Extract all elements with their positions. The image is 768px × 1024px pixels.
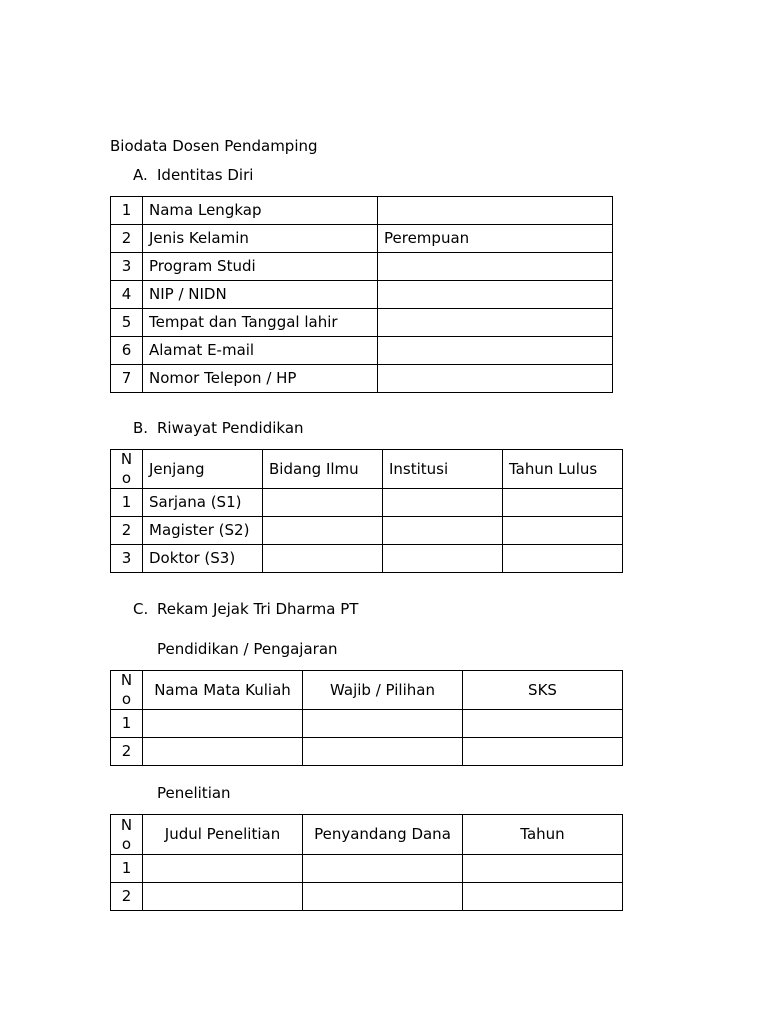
header-cell: Nama Mata Kuliah — [143, 671, 303, 710]
field-value — [378, 365, 613, 393]
table-cell — [263, 545, 383, 573]
section-b-title: Riwayat Pendidikan — [157, 419, 304, 437]
row-number: 3 — [111, 253, 143, 281]
header-cell: Tahun Lulus — [503, 450, 623, 489]
field-value: Perempuan — [378, 225, 613, 253]
table-cell — [463, 710, 623, 738]
header-cell: Judul Penelitian — [143, 815, 303, 855]
table-cell — [303, 738, 463, 766]
table-cell — [383, 517, 503, 545]
table-cell — [263, 489, 383, 517]
row-number: 1 — [111, 710, 143, 738]
table-row — [111, 281, 613, 309]
section-a-heading — [133, 166, 253, 184]
table-cell — [303, 855, 463, 883]
table-header-row — [111, 671, 623, 710]
document-title: Biodata Dosen Pendamping — [110, 137, 318, 155]
table-row — [111, 253, 613, 281]
table-row — [111, 545, 623, 573]
row-number: 2 — [111, 517, 143, 545]
row-number: 6 — [111, 337, 143, 365]
table-cell — [463, 738, 623, 766]
section-a-title: Identitas Diri — [157, 166, 254, 184]
teaching-table — [110, 670, 623, 766]
table-row — [111, 225, 613, 253]
table-cell — [503, 489, 623, 517]
row-number: 2 — [111, 225, 143, 253]
field-value — [378, 337, 613, 365]
table-cell — [503, 545, 623, 573]
education-table — [110, 449, 623, 573]
table-row — [111, 309, 613, 337]
row-number: 1 — [111, 197, 143, 225]
row-number: 2 — [111, 738, 143, 766]
field-value — [378, 281, 613, 309]
research-table — [110, 814, 623, 911]
table-cell: Doktor (S3) — [143, 545, 263, 573]
header-cell: Wajib / Pilihan — [303, 671, 463, 710]
table-cell — [143, 710, 303, 738]
section-c-heading — [133, 600, 358, 618]
table-cell — [463, 855, 623, 883]
table-row — [111, 197, 613, 225]
table-row — [111, 710, 623, 738]
table-cell — [143, 855, 303, 883]
field-label: Alamat E-mail — [143, 337, 378, 365]
row-number: 1 — [111, 855, 143, 883]
table-cell — [143, 738, 303, 766]
header-cell: Bidang Ilmu — [263, 450, 383, 489]
header-cell: Jenjang — [143, 450, 263, 489]
field-value — [378, 309, 613, 337]
table-row — [111, 365, 613, 393]
teaching-subheading: Pendidikan / Pengajaran — [157, 640, 338, 658]
field-value — [378, 253, 613, 281]
header-no-line: N — [120, 815, 133, 834]
header-no-line: o — [121, 834, 132, 853]
table-cell — [503, 517, 623, 545]
field-label: Nomor Telepon / HP — [143, 365, 378, 393]
table-row — [111, 517, 623, 545]
table-header-row — [111, 450, 623, 489]
section-c-title: Rekam Jejak Tri Dharma PT — [157, 600, 359, 618]
table-row — [111, 855, 623, 883]
header-cell: Penyandang Dana — [303, 815, 463, 855]
table-row — [111, 883, 623, 911]
section-b-heading — [133, 419, 304, 437]
table-cell — [143, 883, 303, 911]
table-cell — [303, 710, 463, 738]
header-no-line: N — [120, 671, 133, 689]
identity-table — [110, 196, 613, 393]
table-row — [111, 337, 613, 365]
section-a-letter: A. — [133, 166, 148, 184]
header-no-line: o — [121, 690, 132, 708]
table-row — [111, 738, 623, 766]
row-number: 5 — [111, 309, 143, 337]
table-cell — [263, 517, 383, 545]
header-no — [111, 671, 143, 710]
row-number: 3 — [111, 545, 143, 573]
row-number: 1 — [111, 489, 143, 517]
header-cell: Tahun — [463, 815, 623, 855]
field-label: Program Studi — [143, 253, 378, 281]
table-cell — [383, 545, 503, 573]
row-number: 2 — [111, 883, 143, 911]
section-b-letter: B. — [133, 419, 149, 437]
table-cell — [303, 883, 463, 911]
row-number: 7 — [111, 365, 143, 393]
research-subheading: Penelitian — [157, 784, 231, 802]
table-cell — [383, 489, 503, 517]
table-cell: Magister (S2) — [143, 517, 263, 545]
header-cell: Institusi — [383, 450, 503, 489]
row-number: 4 — [111, 281, 143, 309]
header-no — [111, 450, 143, 489]
table-cell — [463, 883, 623, 911]
field-label: Jenis Kelamin — [143, 225, 378, 253]
header-no-line: N — [120, 450, 133, 468]
header-no — [111, 815, 143, 855]
table-header-row — [111, 815, 623, 855]
header-no-line: o — [121, 469, 132, 487]
table-row — [111, 489, 623, 517]
field-label: Tempat dan Tanggal lahir — [143, 309, 378, 337]
section-c-letter: C. — [133, 600, 149, 618]
header-cell: SKS — [463, 671, 623, 710]
field-label: NIP / NIDN — [143, 281, 378, 309]
table-cell: Sarjana (S1) — [143, 489, 263, 517]
field-label: Nama Lengkap — [143, 197, 378, 225]
field-value — [378, 197, 613, 225]
